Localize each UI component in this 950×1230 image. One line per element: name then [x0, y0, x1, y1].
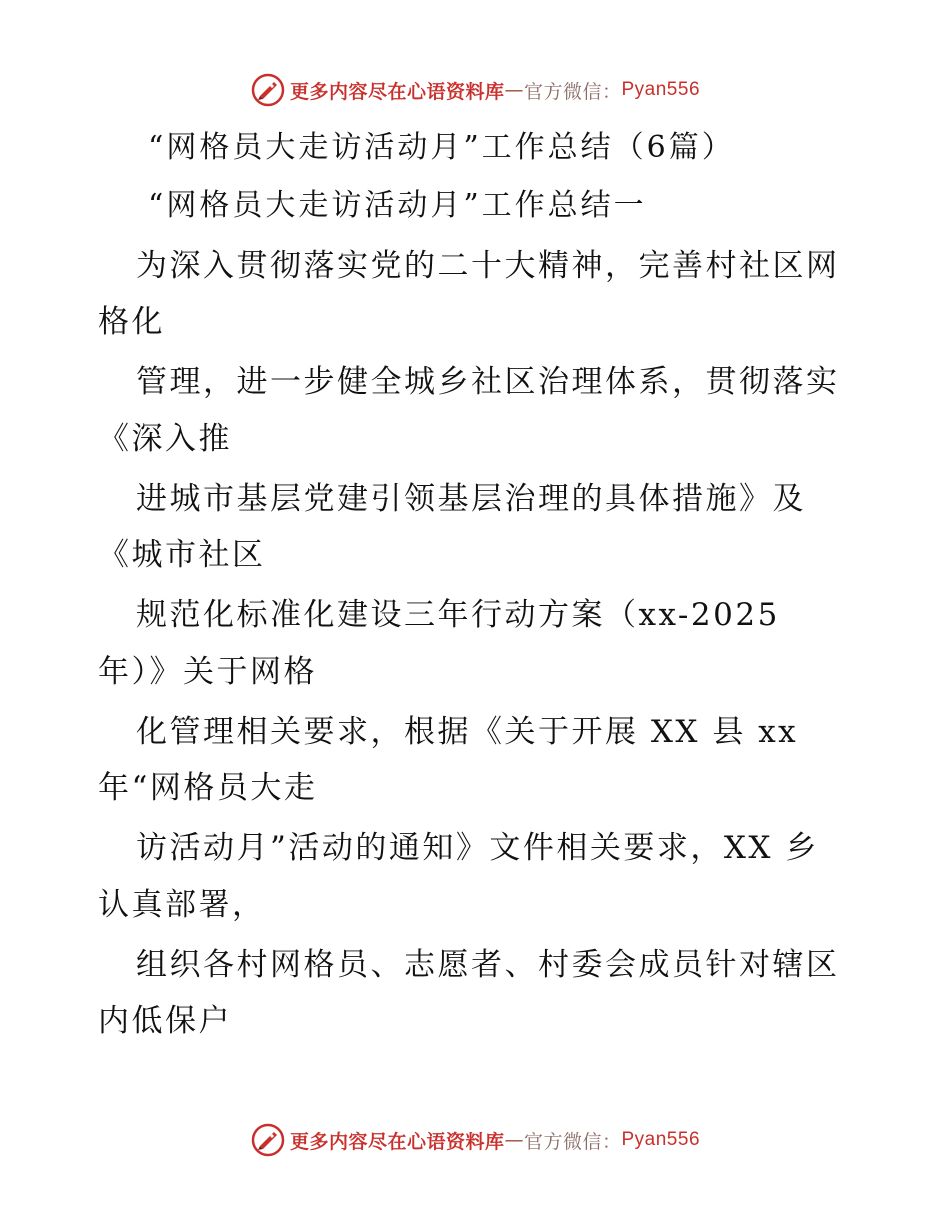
watermark-site-name: 更多内容尽在心语资料库	[289, 80, 505, 103]
body-line: 格化	[98, 304, 165, 340]
pen-nib-logo-icon	[250, 1122, 286, 1158]
document-title: “网格员大走访活动月”工作总结（6篇）	[148, 130, 735, 165]
body-line: 《城市社区	[98, 537, 266, 573]
body-line: 访活动月”活动的通知》文件相关要求，XX 乡	[136, 830, 819, 866]
body-line: 年“网格员大走	[98, 770, 318, 806]
body-line: 年）》关于网格	[98, 654, 317, 690]
watermark-wechat-label: 官方微信：	[523, 80, 622, 103]
body-line: 组织各村网格员、志愿者、村委会成员针对辖区	[136, 947, 840, 983]
body-line: 《深入推	[98, 421, 232, 457]
watermark-dash: —	[504, 1129, 524, 1151]
watermark-dash: —	[504, 79, 524, 101]
watermark-wechat-label: 官方微信：	[523, 1130, 622, 1153]
watermark-site-name: 更多内容尽在心语资料库	[289, 1130, 505, 1153]
body-line: 规范化标准化建设三年行动方案（xx-2025	[136, 597, 780, 633]
body-line: 为深入贯彻落实党的二十大精神，完善村社区网	[136, 248, 840, 284]
body-line: 管理，进一步健全城乡社区治理体系，贯彻落实	[136, 364, 840, 400]
body-line: 内低保户	[98, 1003, 232, 1039]
body-line: 认真部署，	[98, 887, 266, 923]
header-watermark	[0, 70, 950, 110]
body-line: 化管理相关要求，根据《关于开展 XX 县 xx	[136, 714, 799, 750]
watermark-wechat-id: Pyan556	[621, 1129, 701, 1150]
footer-watermark	[0, 1120, 950, 1160]
pen-nib-logo-icon	[250, 72, 286, 108]
watermark-wechat-id: Pyan556	[621, 79, 701, 100]
document-subtitle: “网格员大走访活动月”工作总结一	[148, 188, 647, 223]
body-line: 进城市基层党建引领基层治理的具体措施》及	[136, 481, 806, 517]
